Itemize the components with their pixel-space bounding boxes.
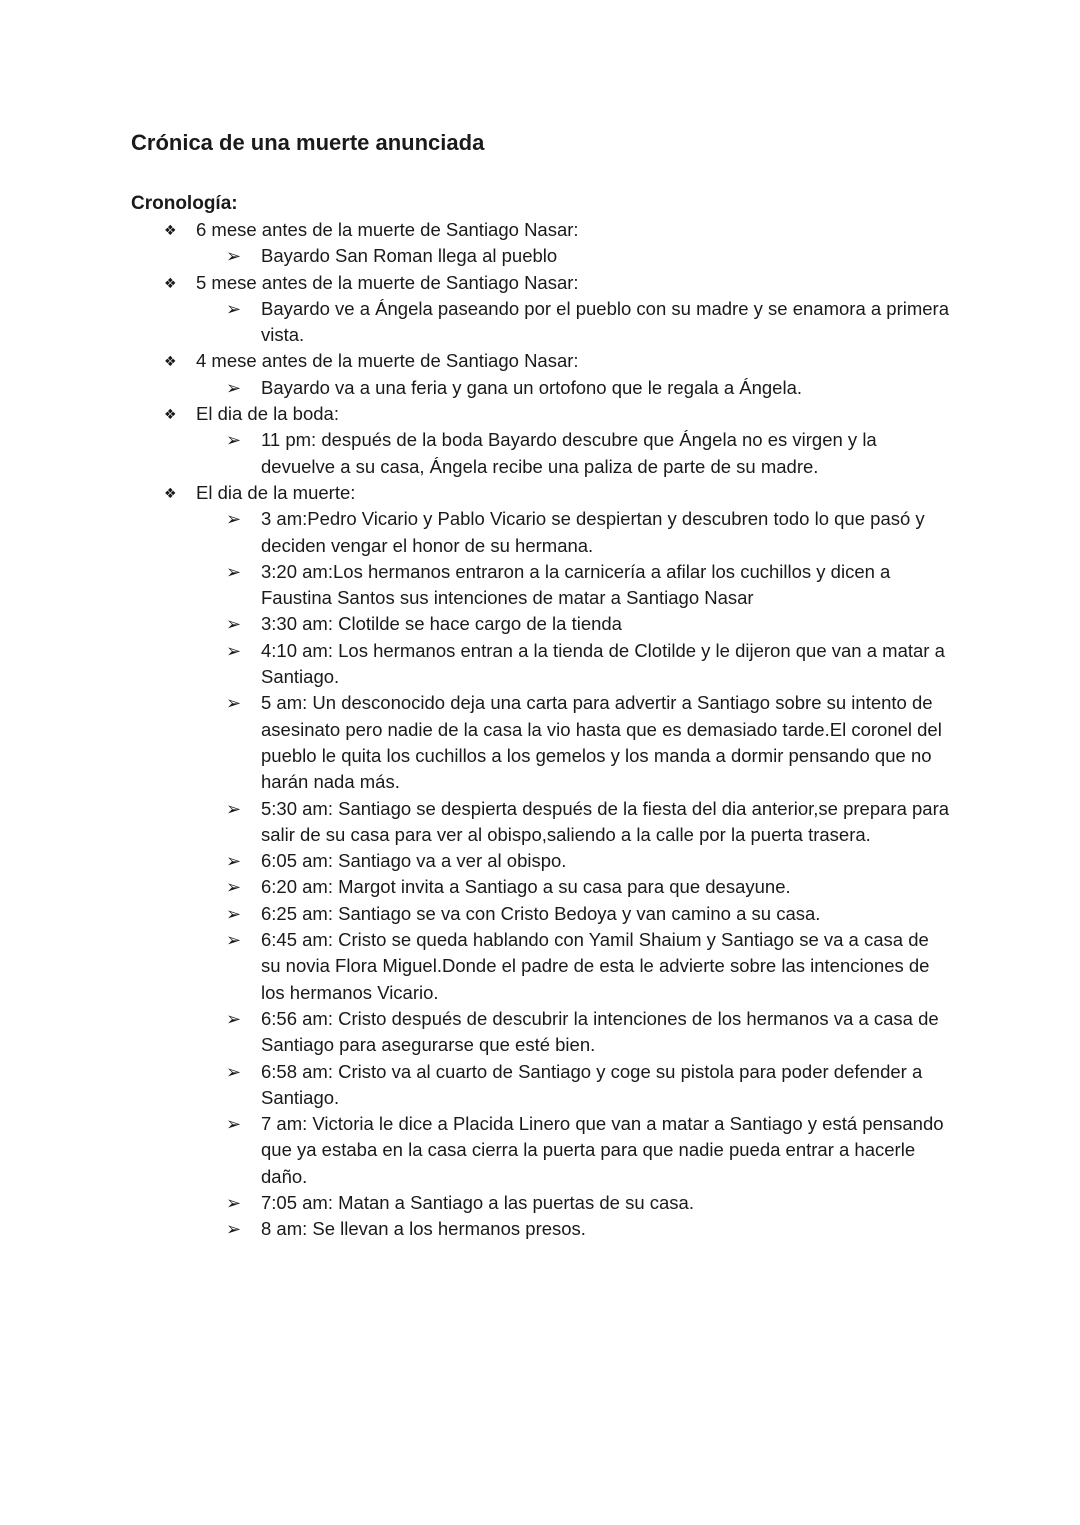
timeline-event-text: 6:58 am: Cristo va al cuarto de Santiago y coge su pistola para poder defender a Santiago. — [261, 1060, 923, 1108]
timeline-event — [226, 927, 950, 1006]
timeline-group-heading: El dia de la muerte: — [196, 481, 356, 503]
timeline-event-text: 5:30 am: Santiago se despierta después de la fiesta del dia anterior,se prepara para salir de su casa para ver al obispo,saliendo a la calle por la puerta trasera. — [261, 797, 950, 845]
timeline-group-heading: 6 mese antes de la muerte de Santiago Nasar: — [196, 219, 579, 240]
arrow-bullet-icon: ➢ — [226, 561, 242, 582]
timeline-group-heading: 4 mese antes de la muerte de Santiago Nasar: — [196, 350, 579, 372]
timeline-events — [160, 506, 950, 1242]
arrow-bullet-icon: ➢ — [226, 798, 242, 819]
timeline-events — [160, 296, 950, 349]
timeline-event — [226, 611, 950, 637]
timeline-group-heading: El dia de la boda: — [196, 403, 339, 425]
timeline-group-heading-row — [160, 348, 950, 374]
timeline-event — [226, 848, 950, 874]
arrow-bullet-icon: ➢ — [226, 930, 242, 951]
timeline-group — [160, 217, 950, 270]
timeline-event-text: 7:05 am: Matan a Santiago a las puertas de su casa. — [261, 1191, 694, 1213]
timeline-group-heading-row — [160, 401, 950, 427]
timeline-event-text: Bayardo San Roman llega al pueblo — [261, 245, 558, 267]
arrow-bullet-icon: ➢ — [226, 1192, 242, 1213]
arrow-bullet-icon: ➢ — [226, 877, 242, 898]
timeline-event-text: 8 am: Se llevan a los hermanos presos. — [261, 1218, 586, 1240]
section-label: Cronología: — [131, 193, 238, 214]
arrow-bullet-icon: ➢ — [226, 1219, 242, 1240]
diamond-bullet-icon: ❖ — [164, 222, 177, 238]
timeline-event-text: 6:20 am: Margot invita a Santiago a su casa para que desayune. — [261, 876, 791, 898]
arrow-bullet-icon: ➢ — [226, 640, 242, 661]
timeline-group — [160, 480, 950, 1243]
timeline-group-heading-row — [160, 480, 950, 506]
timeline-event-text: 6:56 am: Cristo después de descubrir la intenciones de los hermanos va a casa de Santiago para asegurarse que esté bien. — [261, 1007, 939, 1056]
timeline-event — [226, 375, 950, 401]
timeline-event-text: 6:05 am: Santiago va a ver al obispo. — [261, 850, 567, 872]
arrow-bullet-icon: ➢ — [226, 1061, 242, 1082]
arrow-bullet-icon: ➢ — [226, 903, 242, 924]
timeline-event — [226, 1006, 950, 1059]
timeline-event — [226, 1111, 950, 1190]
timeline-event-text: 7 am: Victoria le dice a Placida Linero que van a matar a Santiago y está pensando que ya estaba en la casa cierra la puerta para que nadie pueda entrar a hacerle daño. — [261, 1113, 944, 1187]
timeline-events — [160, 427, 950, 480]
timeline-group-heading-row — [160, 217, 950, 243]
arrow-bullet-icon: ➢ — [226, 430, 242, 451]
arrow-bullet-icon: ➢ — [226, 1114, 242, 1135]
timeline-list — [160, 217, 950, 1243]
timeline-event — [226, 901, 950, 927]
timeline-event — [226, 1190, 950, 1216]
diamond-bullet-icon: ❖ — [164, 353, 177, 370]
timeline-event-text: 4:10 am: Los hermanos entran a la tienda de Clotilde y le dijeron que van a matar a Santiago. — [261, 639, 945, 688]
timeline-event — [226, 874, 950, 900]
diamond-bullet-icon: ❖ — [164, 484, 177, 501]
timeline-event — [226, 796, 950, 849]
arrow-bullet-icon: ➢ — [226, 1008, 242, 1029]
arrow-bullet-icon: ➢ — [226, 377, 242, 398]
arrow-bullet-icon: ➢ — [226, 614, 242, 635]
timeline-event-text: 6:45 am: Cristo se queda hablando con Yamil Shaium y Santiago se va a casa de su novia Flora Miguel.Donde el padre de esta le advierte sobre las intenciones de los hermanos Vicario. — [261, 929, 930, 1003]
arrow-bullet-icon: ➢ — [226, 298, 242, 319]
timeline-event-text: 3:30 am: Clotilde se hace cargo de la tienda — [261, 613, 622, 635]
diamond-bullet-icon: ❖ — [164, 274, 177, 291]
document-title: Crónica de una muerte anunciada — [131, 130, 485, 155]
timeline-event-text: Bayardo ve a Ángela paseando por el pueblo con su madre y se enamora a primera vista. — [261, 297, 950, 346]
timeline-events — [160, 243, 950, 269]
timeline-event-text: 3 am:Pedro Vicario y Pablo Vicario se despiertan y descubren todo lo que pasó y deciden vengar el honor de su hermana. — [261, 508, 925, 556]
timeline-event — [226, 1059, 950, 1112]
timeline-event-text: 3:20 am:Los hermanos entraron a la carnicería a afilar los cuchillos y dicen a Faustina Santos sus intenciones de matar a Santiago Nasar — [261, 560, 891, 609]
timeline-event — [226, 638, 950, 691]
timeline-event-text: Bayardo va a una feria y gana un ortofono que le regala a Ángela. — [261, 376, 802, 398]
timeline-event — [226, 243, 950, 269]
timeline-group — [160, 348, 950, 401]
timeline-event — [226, 506, 950, 559]
timeline-event — [226, 427, 950, 480]
timeline-group-heading-row — [160, 270, 950, 296]
timeline-event — [226, 296, 950, 349]
timeline-event — [226, 690, 950, 795]
timeline-event-text: 6:25 am: Santiago se va con Cristo Bedoya y van camino a su casa. — [261, 902, 821, 924]
timeline-event-text: 5 am: Un desconocido deja una carta para advertir a Santiago sobre su intento de asesinato pero nadie de la casa la vio hasta que es demasiado tarde.El coronel del pueblo le quita los cuchillos a los gemelos y los manda a dormir pensando que no harán nada más. — [261, 692, 942, 793]
diamond-bullet-icon: ❖ — [164, 406, 177, 423]
timeline-group-heading: 5 mese antes de la muerte de Santiago Nasar: — [196, 271, 579, 293]
timeline-group — [160, 270, 950, 349]
arrow-bullet-icon: ➢ — [226, 851, 242, 872]
arrow-bullet-icon: ➢ — [226, 693, 242, 714]
arrow-bullet-icon: ➢ — [226, 246, 242, 267]
timeline-event — [226, 559, 950, 612]
timeline-group — [160, 401, 950, 480]
timeline-event — [226, 1216, 950, 1242]
timeline-event-text: 11 pm: después de la boda Bayardo descubre que Ángela no es virgen y la devuelve a su casa, Ángela recibe una paliza de parte de su madre. — [261, 429, 877, 477]
arrow-bullet-icon: ➢ — [226, 509, 242, 530]
timeline-events — [160, 375, 950, 401]
